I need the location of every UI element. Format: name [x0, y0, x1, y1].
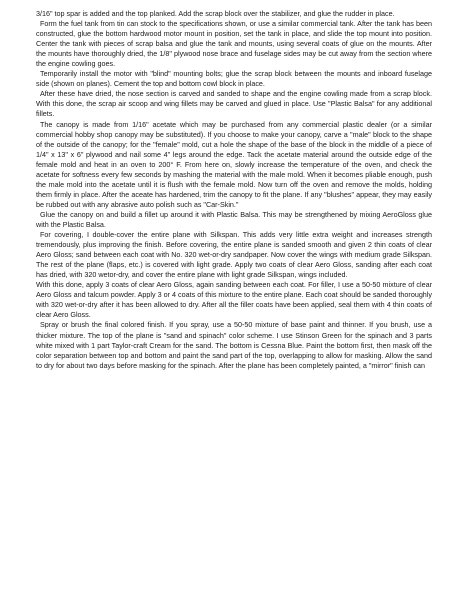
paragraph: With this done, apply 3 coats of clear Aero Gloss, again sanding between each coat. For filler, I use a 50-50 mixture of clear Aero Gloss and talcum powder. Apply 3 or 4 coats of this mixture to the entire plane. Each coat should be sanded thoroughly with 320 wet-or-dry after it has been allowed to dry. After all the filler coats have been applied, seal them with 4 thin coats of clear Aero Gloss. [36, 280, 432, 320]
paragraph: Spray or brush the final colored finish. If you spray, use a 50-50 mixture of base paint and thinner. If you brush, use a thicker mixture. The top of the plane is "sand and spinach" color scheme. I use Stinson Green for the spinach and 3 parts white mixed with 1 part Taylor-craft Cream for the sand. The bottom is Cessna Blue. Paint the bottom first, then mask off the color separation between top and bottom and paint the sand part of the top, overlapping to allow for masking. Allow the sand to dry for about two days before masking for the spinach. After the plane has been completely painted, a "mirror" finish can [36, 320, 432, 370]
paragraph: Temporarily install the motor with "blind" mounting bolts; glue the scrap block between the mounts and inboard fuselage side (shown on planes). Cement the top and bottom cowl block in place. [36, 69, 432, 89]
body-text [36, 9, 432, 371]
paragraph: For covering, I double-cover the entire plane with Silkspan. This adds very little extra weight and increases strength tremendously, plus improving the finish. Before covering, the entire plane is sanded smooth and given 2 thin coats of clear Aero Gloss; sand between each coat with No. 320 wet-or-dry sandpaper. Now cover the wings with medium grade Silkspan. The rest of the plane (flaps, etc.) is covered with light grade. Apply two coats of clear Aero Gloss, sanding after each coat has dried, with 320 wetor-dry, and cover the entire plane with light grade Silkspan, wings included. [36, 230, 432, 280]
paragraph: Glue the canopy on and build a fillet up around it with Plastic Balsa. This may be strengthened by mixing AeroGloss glue with the Plastic Balsa. [36, 209, 432, 229]
paragraph: Form the fuel tank from tin can stock to the specifications shown, or use a similar commercial tank. After the tank has been constructed, glue the bottom hardwood motor mount in position, set the tank in place, and slide the top mount into position. Center the tank with pieces of scrap balsa and glue the tank and mounts, using several coats of glue on the mounts. After the mounts have thoroughly dried, the 1/8" plywood nose brace and fuselage sides may be cut away from the section where the engine cowling goes. [36, 19, 432, 69]
paragraph: The canopy is made from 1/16" acetate which may be purchased from any commercial plastic dealer (or a similar commercial hobby shop canopy may be substituted). If you choose to make your canopy, carve a "male" block to the shape of the outside of the canopy; for the "female" mold, cut a hole the shape of the base of the block in the middle of a piece of 1/4" x 13" x 6" plywood and nail some 4" legs around the edge. Tack the acetate material around the outside edge of the female mold and heat in an oven to 200° F. From here on, slowly increase the temperature of the oven, and check the acetate for softness every few seconds by mashing the material with the male mold. When it becomes pliable enough, push the male mold into the acetate until it is flush with the female mold. Now turn off the oven and remove the molds, holding them firmly in place. After the aceate has hardened, trim the canopy to fit the plane. If any "blushes" appear, they may easily be rubbed out with any abrasive auto polish such as "Car-Skin." [36, 119, 432, 209]
paragraph: After these have dried, the nose section is carved and sanded to shape and the engine cowling made from a scrap block. With this done, the scrap air scoop and wing fillets may be carved and glued in place. Use "Plastic Balsa" for any additional fillets. [36, 89, 432, 119]
paragraph: 3/16" top spar is added and the top planked. Add the scrap block over the stabilizer, and glue the rudder in place. [36, 9, 395, 18]
